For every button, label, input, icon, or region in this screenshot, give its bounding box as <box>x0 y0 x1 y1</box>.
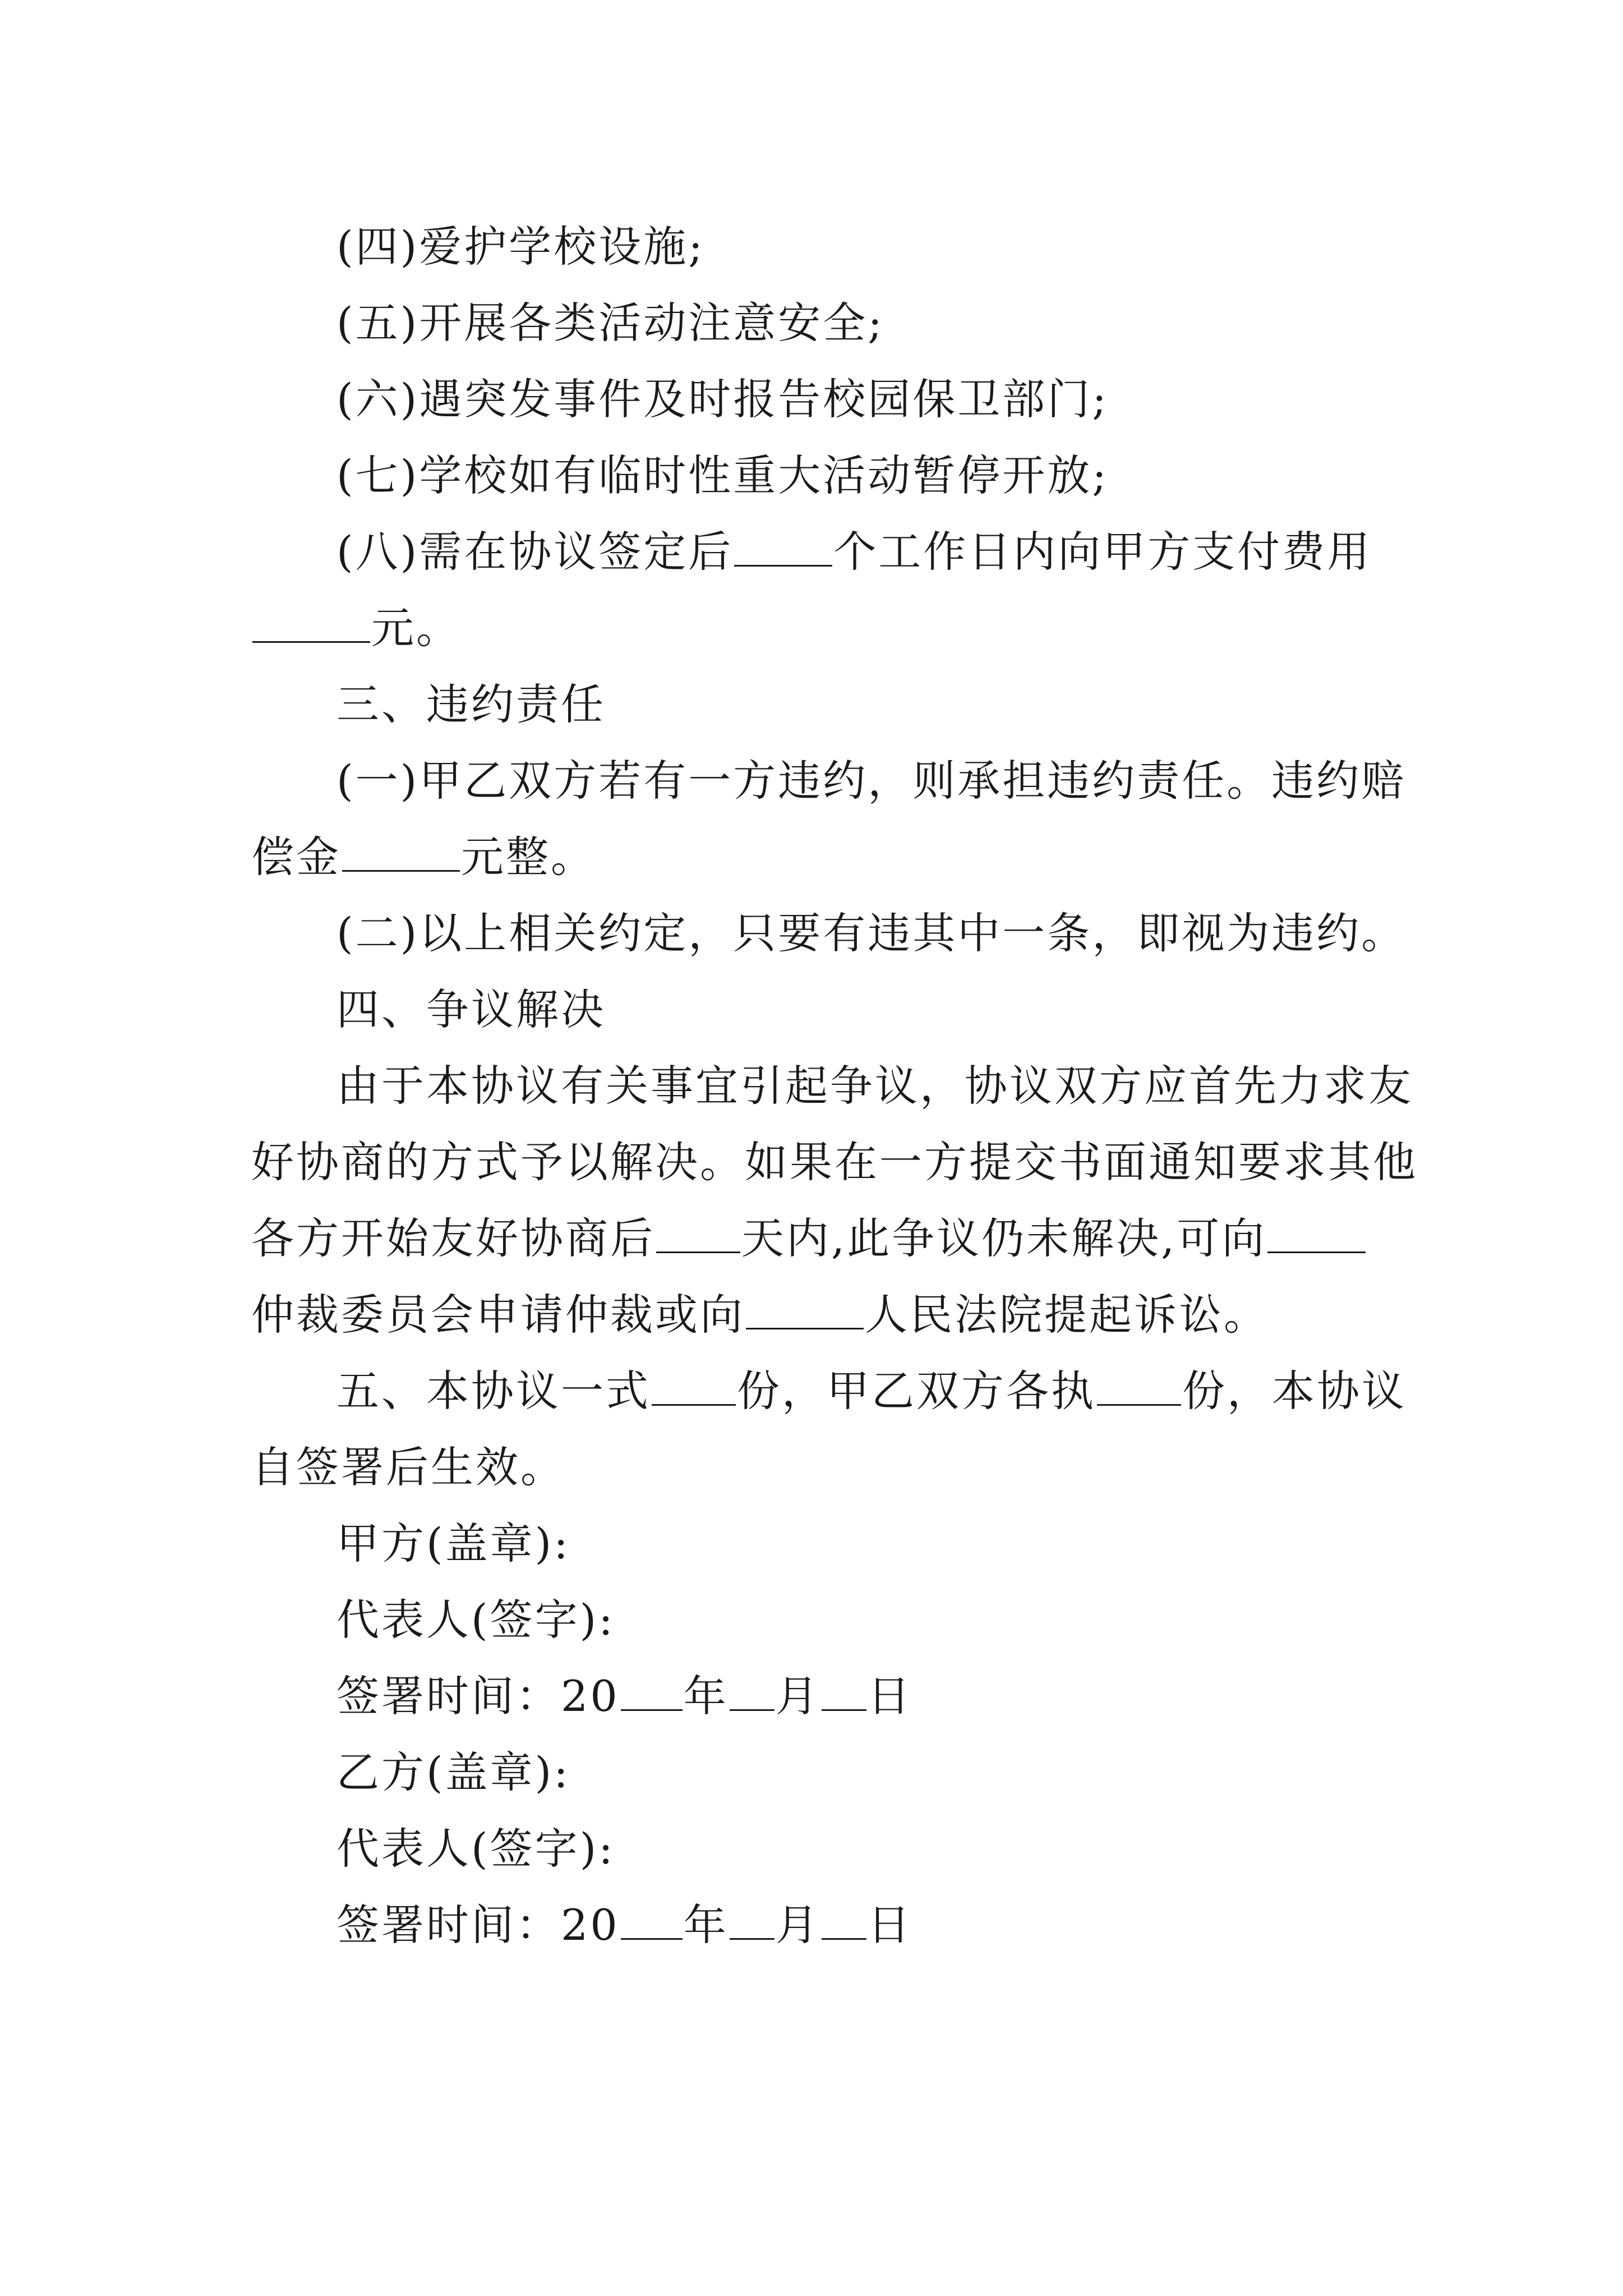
blank-year-b <box>621 1899 683 1940</box>
blank-day-b <box>822 1899 866 1940</box>
breach-clause-1-line2 <box>251 819 1378 895</box>
section-breach-heading: 三、违约责任 <box>336 679 606 729</box>
breach-clause-1-text-b: 偿金 <box>251 832 341 882</box>
blank-penalty-amount <box>342 831 460 872</box>
document-body <box>251 209 1418 1963</box>
day-label-b: 日 <box>867 1900 912 1950</box>
item-4: (四)爱护学校设施; <box>336 222 705 272</box>
party-b-representative: 代表人(签字): <box>336 1824 615 1874</box>
party-a-sign-date <box>251 1658 1378 1734</box>
dispute-text-3b: 天内,此争议仍未解决,可向 <box>741 1213 1267 1263</box>
item-8-line2 <box>251 590 1378 666</box>
dispute-line-2: 好协商的方式予以解决。如果在一方提交书面通知要求其他 <box>251 1137 1418 1187</box>
item-8-line1 <box>251 514 1378 590</box>
blank-total-copies <box>652 1365 736 1406</box>
copies-text-c: 份，本协议 <box>1182 1366 1407 1416</box>
item-6: (六)遇突发事件及时报告校园保卫部门; <box>336 374 1109 424</box>
section-dispute-heading: 四、争议解决 <box>336 984 606 1034</box>
party-b-sign-date <box>251 1887 1378 1963</box>
month-label-a: 月 <box>775 1671 820 1721</box>
blank-day-a <box>822 1670 866 1711</box>
blank-year-a <box>621 1670 683 1711</box>
blank-copies-each <box>1097 1365 1181 1406</box>
party-b-seal: 乙方(盖章): <box>336 1747 570 1797</box>
year-label-a: 年 <box>683 1671 728 1721</box>
breach-clause-1-line1: (一)甲乙双方若有一方违约，则承担违约责任。违约赔 <box>336 756 1407 806</box>
dispute-line-3 <box>251 1200 1378 1277</box>
item-8-text-b: 个工作日内向甲方支付费用 <box>833 527 1372 577</box>
year-label-b: 年 <box>683 1900 728 1950</box>
blank-fee-amount <box>252 602 370 643</box>
day-label-a: 日 <box>867 1671 912 1721</box>
blank-workdays <box>734 526 832 567</box>
party-b-date-label: 签署时间：20 <box>336 1900 620 1950</box>
blank-court <box>746 1289 864 1329</box>
blank-days <box>656 1212 740 1253</box>
party-a-date-label: 签署时间：20 <box>336 1671 620 1721</box>
copies-line-2: 自签署后生效。 <box>251 1442 565 1492</box>
month-label-b: 月 <box>775 1900 820 1950</box>
dispute-line-1: 由于本协议有关事宜引起争议，协议双方应首先力求友 <box>336 1061 1413 1111</box>
blank-month-a <box>730 1670 774 1711</box>
copies-text-a: 五、本协议一式 <box>336 1366 651 1416</box>
dispute-text-4a: 仲裁委员会申请仲裁或向 <box>251 1290 745 1340</box>
party-a-representative: 代表人(签字): <box>336 1595 615 1645</box>
party-a-seal: 甲方(盖章): <box>336 1519 570 1568</box>
copies-line-1 <box>251 1353 1407 1429</box>
item-7: (七)学校如有临时性重大活动暂停开放; <box>336 450 1109 500</box>
dispute-text-3a: 各方开始友好协商后 <box>251 1213 655 1263</box>
dispute-text-4b: 人民法院提起诉讼。 <box>865 1290 1269 1340</box>
copies-text-b: 份，甲乙双方各执 <box>737 1366 1096 1416</box>
item-8-text-a: (八)需在协议签定后 <box>336 527 734 577</box>
breach-clause-2: (二)以上相关约定，只要有违其中一条，即视为违约。 <box>336 908 1407 958</box>
blank-month-b <box>730 1899 774 1940</box>
breach-clause-1-text-c: 元整。 <box>461 832 596 882</box>
item-8-text-c: 元。 <box>371 603 461 653</box>
item-5: (五)开展各类活动注意安全; <box>336 298 884 348</box>
blank-arbitration-body <box>1267 1212 1366 1253</box>
dispute-line-4 <box>251 1277 1378 1353</box>
